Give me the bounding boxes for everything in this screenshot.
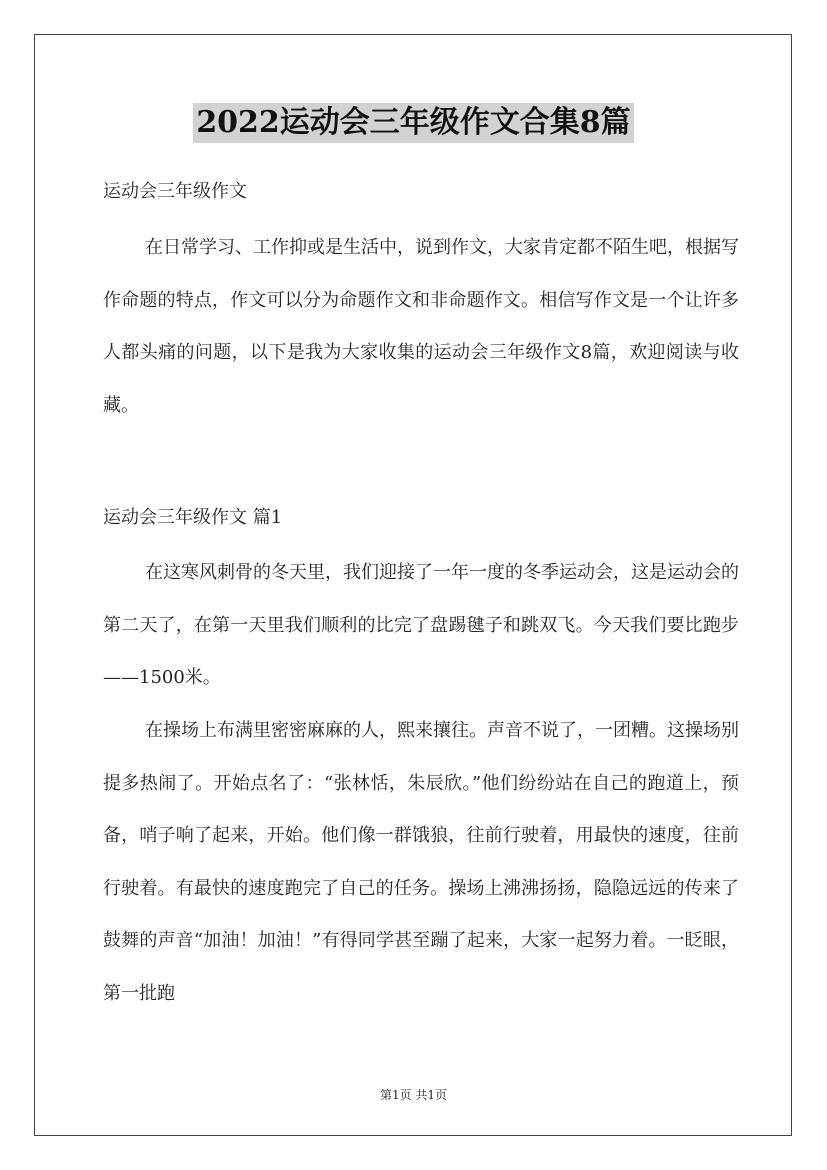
intro-paragraph: 在日常学习、工作抑或是生活中，说到作文，大家肯定都不陌生吧，根据写作命题的特点，作文可以分为命题作文和非命题作文。相信写作文是一个让许多人都头痛的问题，以下是我为大家收集的运动会三年级作文8篇，欢迎阅读与收藏。 [103,237,739,416]
body-paragraph-2: 在操场上布满里密密麻麻的人，熙来攘往。声音不说了，一团糟。这操场别提多热闹了。开始点名了：“张林恬，朱辰欣。”他们纷纷站在自己的跑道上，预备，哨子响了起来，开始。他们像一群饿狼，往前行驶着，用最快的速度，往前行驶着。有最快的速度跑完了自己的任务。操场上沸沸扬扬，隐隐远远的传来了鼓舞的声音“加油！加油！”有得同学甚至蹦了起来，大家一起努力着。一眨眼，第一批跑 [103,720,739,1004]
body-paragraph-1: 在这寒风刺骨的冬天里，我们迎接了一年一度的冬季运动会，这是运动会的第二天了，在第一天里我们顺利的比完了盘踢毽子和跳双飞。今天我们要比跑步——1500米。 [103,562,739,688]
page-footer: 第1页 共1页 [379,1088,448,1102]
title-container [0,103,827,143]
document-title: 2022运动会三年级作文合集8篇 [193,103,633,143]
article-heading: 运动会三年级作文 篇1 [103,507,283,528]
section-heading: 运动会三年级作文 [103,181,247,202]
